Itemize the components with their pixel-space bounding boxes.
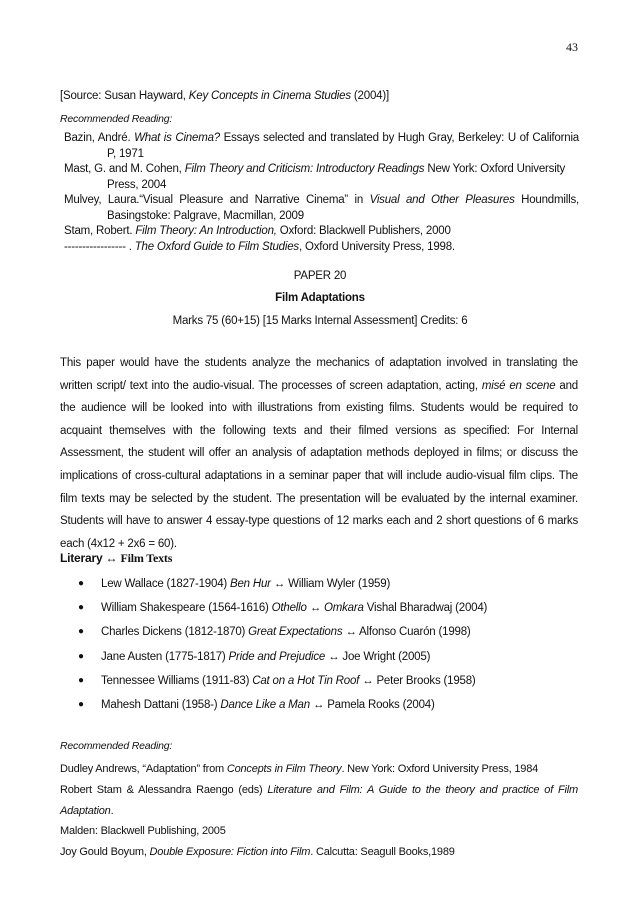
list-item: ● William Shakespeare (1564-1616) Othello ↔ Omkara Vishal Bharadwaj (2004) <box>78 596 487 620</box>
literary-film-texts-heading: Literary ↔ Film Texts <box>60 551 173 565</box>
list-item: ● Tennessee Williams (1911-83) Cat on a Hot Tin Roof ↔ Peter Brooks (1958) <box>78 669 487 693</box>
film-texts-list <box>78 572 487 717</box>
paper-title: Film Adaptations <box>275 292 365 304</box>
bullet-icon: ● <box>78 578 84 589</box>
paper-number: PAPER 20 <box>293 270 347 282</box>
list-item: ● Jane Austen (1775-1817) Pride and Prejudice ↔ Joe Wright (2005) <box>78 645 487 669</box>
reference-item: Mulvey, Laura.“Visual Pleasure and Narrative Cinema” in Visual and Other Pleasures Houndmills, Basingstoke: Palgrave, Macmillan, 2009 <box>64 194 579 222</box>
reference-item: Mast, G. and M. Cohen, Film Theory and Criticism: Introductory Readings New York: Oxford University Press, 2004 <box>64 163 566 191</box>
recommended-reading-label: Recommended Reading: <box>60 113 173 125</box>
reference-item: Joy Gould Boyum, Double Exposure: Fiction into Film. Calcutta: Seagull Books,1989 <box>60 846 455 859</box>
paper-description: This paper would have the students analyze the mechanics of adaptation involved in translating the written script/ text into the audio-visual. The processes of screen adaptation, acting, misé en scene and the audience will be looked into with illustrations from existing films. Students would be required to acquaint themselves with the following texts and their filmed versions as specified: For Internal Assessment, the student will offer an analysis of adaptation methods deployed in films; or discuss the implications of cross-cultural adaptations in a seminar paper that will include audio-visual film clips. The film texts may be selected by the student. The presentation will be evaluated by the internal examiner. Students will have to answer 4 essay-type questions of 12 marks each and 2 short questions of 6 marks each (4x12 + 2x6 = 60). <box>60 357 578 550</box>
italic-term: misé en scene <box>481 379 556 392</box>
bullet-icon: ● <box>78 626 84 638</box>
source-book-title: Key Concepts in Cinema Studies <box>188 90 351 102</box>
reference-item-continued: Malden: Blackwell Publishing, 2005 <box>60 825 226 838</box>
bullet-icon: ● <box>78 674 84 686</box>
bullet-icon: ● <box>78 602 84 614</box>
paper-marks: Marks 75 (60+15) [15 Marks Internal Assessment] Credits: 6 <box>172 315 468 327</box>
reference-item: Dudley Andrews, “Adaptation” from Concepts in Film Theory. New York: Oxford University Press, 1984 <box>60 763 539 775</box>
reference-item: ----------------- . The Oxford Guide to Film Studies, Oxford University Press, 1998. <box>64 240 455 253</box>
source-citation: [Source: Susan Hayward, Key Concepts in Cinema Studies (2004)] <box>60 90 389 102</box>
recommended-reading-list <box>64 131 579 255</box>
list-item: ● Lew Wallace (1827-1904) Ben Hur ↔ William Wyler (1959) <box>78 572 487 596</box>
reference-item: Robert Stam & Alessandra Raengo (eds) Literature and Film: A Guide to the theory and practice of Film Adaptation. <box>60 783 578 817</box>
list-item: ● Charles Dickens (1812-1870) Great Expectations ↔ Alfonso Cuarón (1998) <box>78 620 487 644</box>
recommended-reading-label-2: Recommended Reading: <box>60 740 173 752</box>
list-item: ● Mahesh Dattani (1958-) Dance Like a Man ↔ Pamela Rooks (2004) <box>78 693 487 717</box>
bullet-icon: ● <box>78 650 84 662</box>
bullet-icon: ● <box>78 698 84 710</box>
recommended-reading-list-2 <box>60 759 578 863</box>
reference-item: Bazin, André. What is Cinema? Essays selected and translated by Hugh Gray, Berkeley: U of California P, 1971 <box>64 132 579 160</box>
page-number: 43 <box>566 40 578 54</box>
reference-item: Stam, Robert. Film Theory: An Introduction, Oxford: Blackwell Publishers, 2000 <box>64 225 451 237</box>
